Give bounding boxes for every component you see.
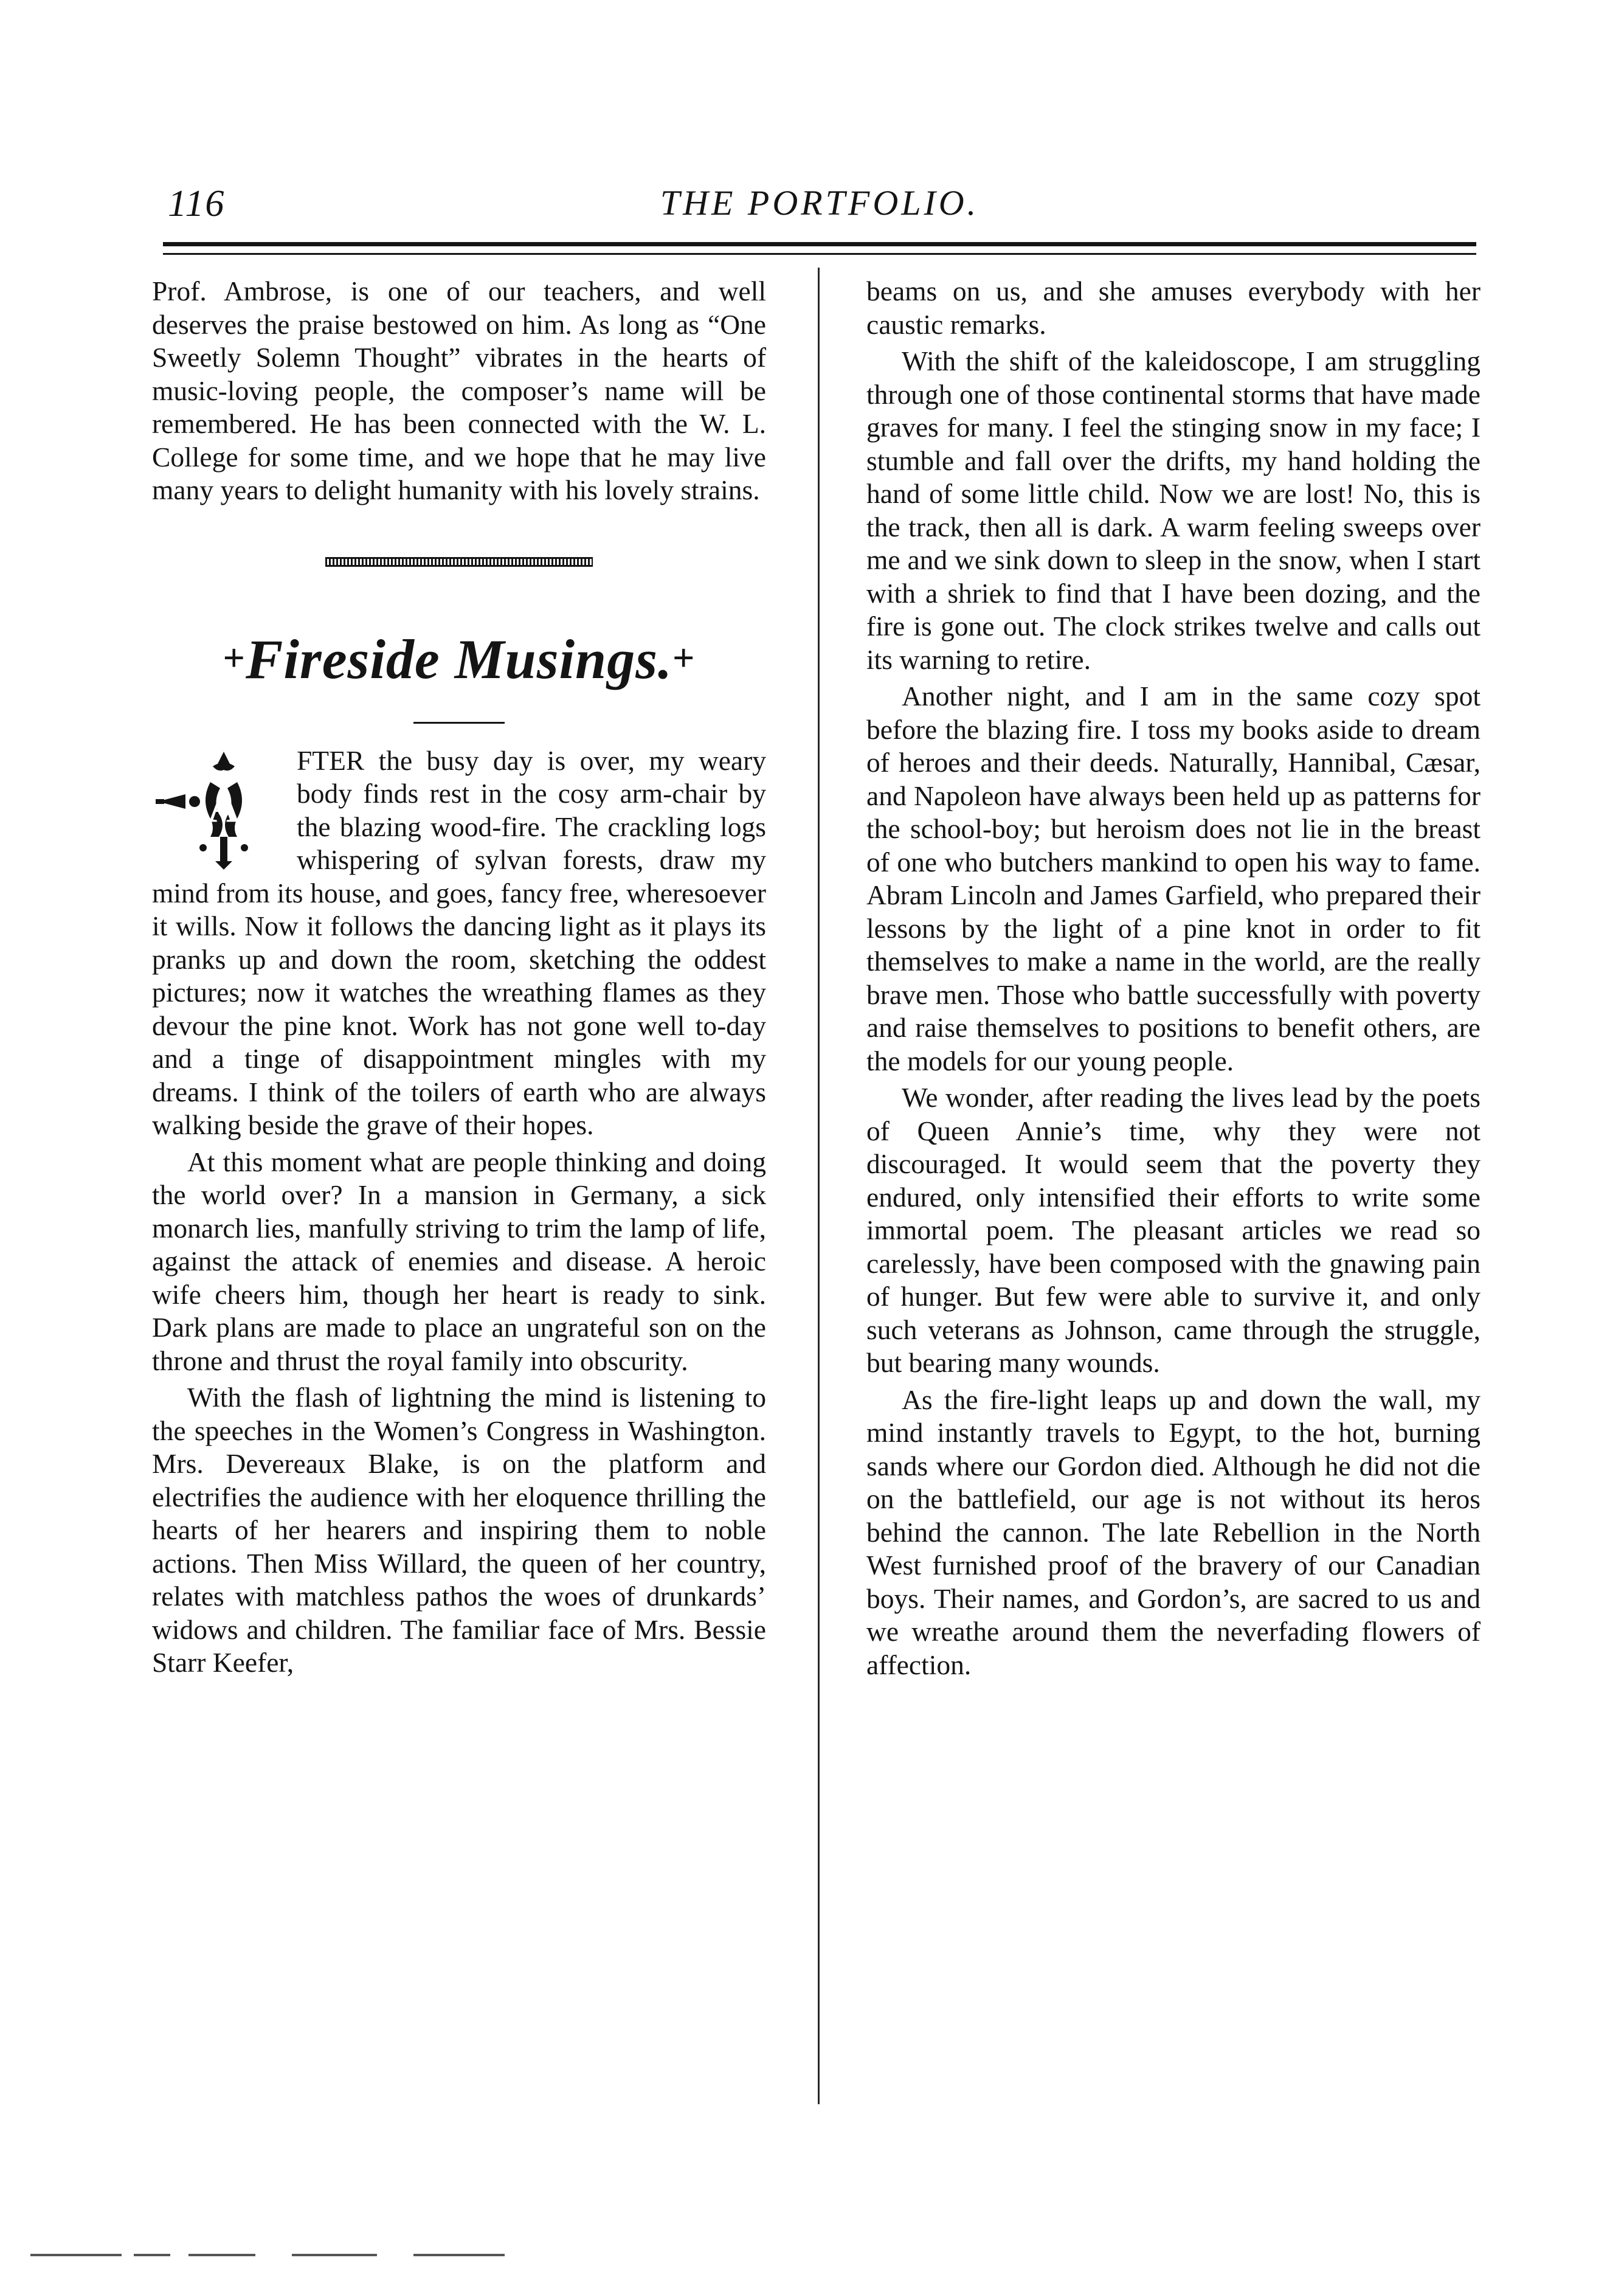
paragraph: As the fire-light leaps up and down the wall, my mind instantly travels to Egypt, to the hot, burning sands where our Gordon died. Although he did not die on the battlefield, our age is not without its heros behind the cannon. The late Rebellion in the North West furnished proof of the bravery of our Canadian boys. Their names, and Gordon’s, are sacred to us and we wreathe around them the neverfading flowers of affection. (866, 1384, 1481, 1680)
paragraph: At this moment what are people thinking and doing the world over? In a mansion in Germany, a sick monarch lies, manfully striving to trim the lamp of life, against the attack of enemies and disease. A heroic wife cheers him, though her heart is ready to sink. Dark plans are made to place an ungrateful son on the throne and thrust the royal family into obscurity. (152, 1146, 766, 1376)
header-rule-thick (163, 242, 1476, 246)
section-divider-ornament (325, 557, 593, 567)
paragraph: We wonder, after reading the lives lead by the poets of Queen Annie’s time, why they were not discouraged. It would seem that the poverty they endured, only intensified their efforts to write some immortal poem. The pleasant articles we read so carelessly, have been composed with the gnawing pain of hunger. But few were able to survive it, and only such veterans as Johnson, came through the struggle, but bearing many wounds. (866, 1082, 1481, 1378)
right-column (866, 275, 1481, 1682)
dropcap-letter: A (207, 781, 240, 832)
column-divider (818, 268, 820, 2104)
title-underline (413, 722, 505, 724)
continued-paragraph: Prof. Ambrose, is one of our teachers, and well deserves the praise bestowed on him. As long as “One Sweetly Solemn Thought” vibrates in the hearts of music-loving people, the composer’s name will be remembered. He has been connected with the W. L. College for some time, and we hope that he may live many years to delight humanity with his lovely strains. (152, 275, 766, 505)
dropcap-ornament-icon (152, 746, 292, 870)
paragraph: With the shift of the kaleidoscope, I am struggling through one of those continental storms that have made graves for many. I feel the stinging snow in my face; I stumble and fall over the drifts, my hand holding the hand of some little child. Now we are lost! No, this is the track, then all is dark. A warm feeling sweeps over me and we sink down to sleep in the snow, when I start with a shriek to find that I have been dozing, and the fire is gone out. The clock strikes twelve and calls out its warning to retire. (866, 345, 1481, 675)
title-flourish-left: + (223, 636, 246, 679)
first-paragraph-text: FTER the busy day is over, my weary body finds rest in the cosy arm-chair by the blazing wood-fire. The crackling logs whispering of sylvan forests, draw my mind from its house, and goes, fancy free, wheresoever it wills. Now it follows the dancing light as it plays its pranks up and down the room, sketching the oddest pictures; now it watches the wreathing flames as they devour the pine knot. Work has not gone well to-day and a tinge of disappointment mingles with my dreams. I think of the toilers of earth who are always walking beside the grave of their hopes. (152, 744, 766, 1140)
left-column (152, 275, 766, 1680)
section-title-block (152, 625, 766, 693)
page-header (157, 182, 1482, 231)
running-title: THE PORTFOLIO. (660, 183, 980, 223)
section-title: Fireside Musings. (245, 628, 673, 690)
paragraph: With the flash of lightning the mind is listening to the speeches in the Women’s Congress in Washington. Mrs. Devereaux Blake, is on the platform and electrifies the audience with her eloquence thrilling the hearts of her hearers and inspiring them to noble actions. Then Miss Willard, the queen of her country, relates with matchless pathos the woes of drunkards’ widows and children. The familiar face of Mrs. Bessie Starr Keefer, (152, 1382, 766, 1678)
paragraph: Another night, and I am in the same cozy spot before the blazing fire. I toss my books aside to dream of heroes and their deeds. Naturally, Hannibal, Cæsar, and Napoleon have always been held up as patterns for the school-boy; but heroism does not lie in the breast of one who butchers mankind to open his way to fame. Abram Lincoln and James Garfield, who prepared their lessons by the light of a pine knot in order to fit themselves to make a name in the world, are the really brave men. Those who battle successfully with poverty and raise themselves to positions to benefit others, are the models for our young people. (866, 681, 1481, 1076)
header-rule-thin (163, 253, 1476, 255)
continued-paragraph: beams on us, and she amuses everybody with her caustic remarks. (866, 275, 1481, 340)
first-paragraph (152, 744, 766, 1142)
title-flourish-right: + (672, 636, 696, 679)
ornamental-dropcap (152, 746, 292, 870)
page-number: 116 (168, 183, 226, 224)
scan-edge-marks (24, 2250, 523, 2261)
